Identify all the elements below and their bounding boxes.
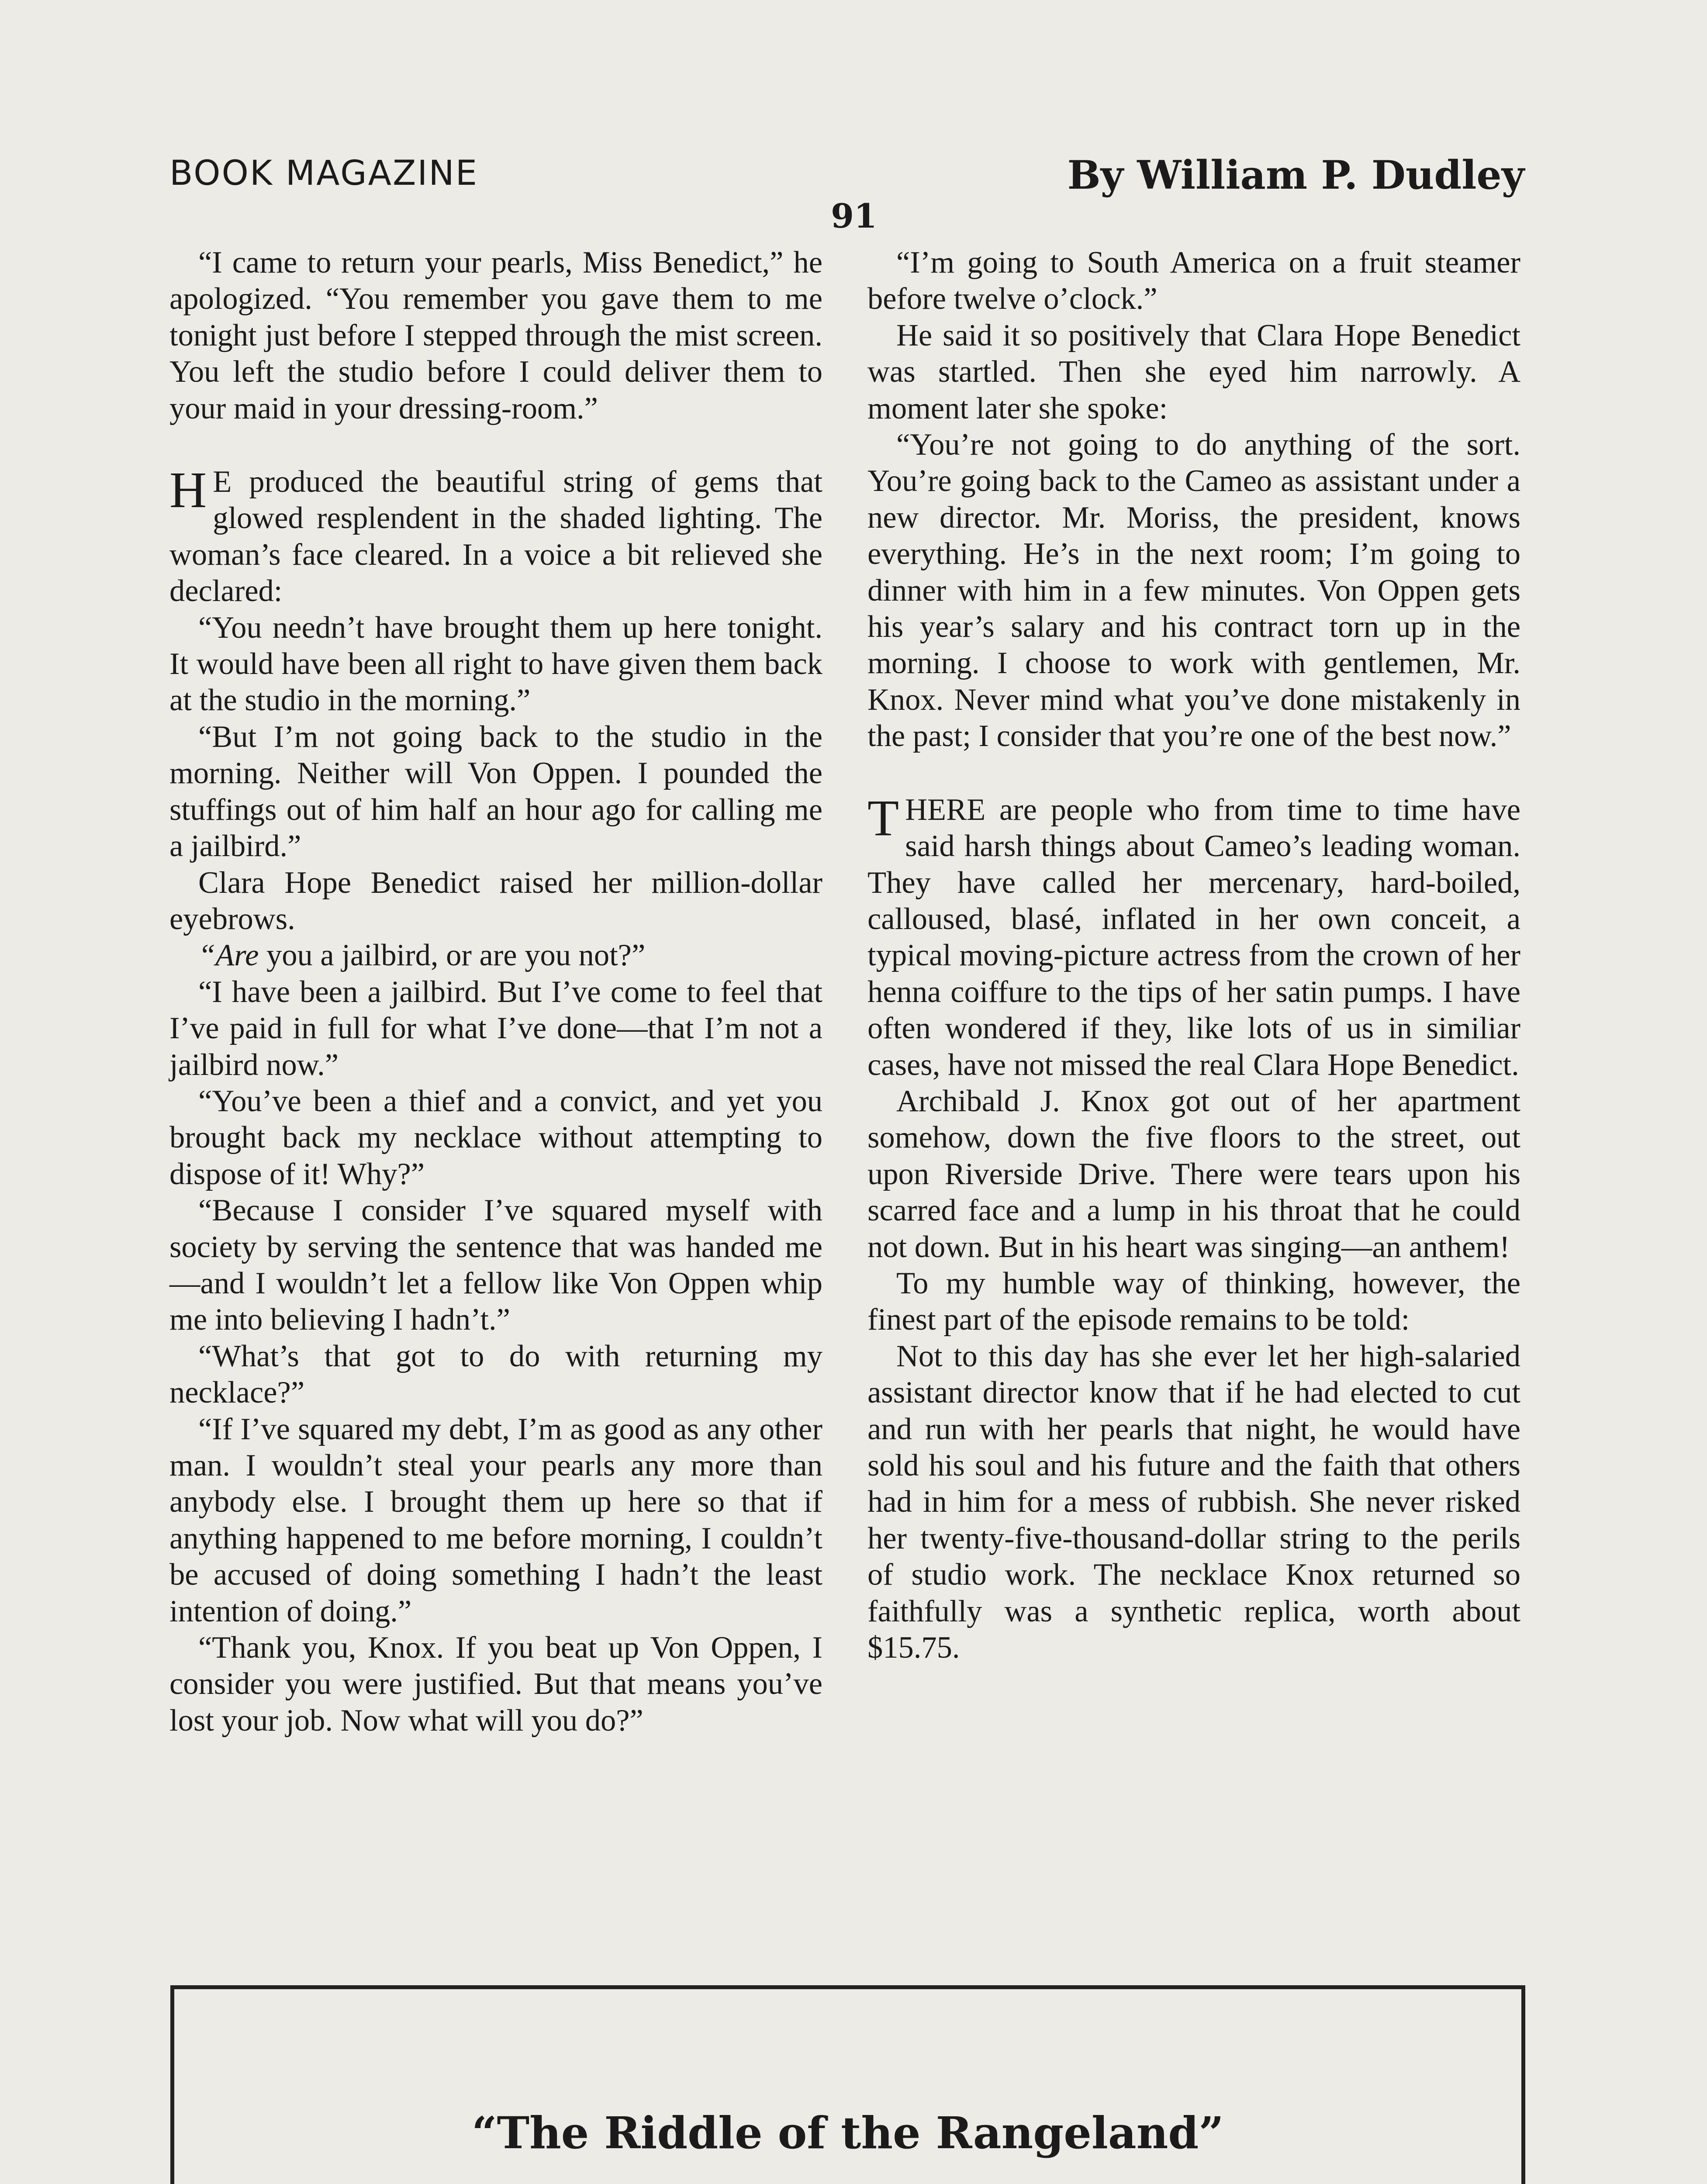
right-column bbox=[867, 245, 1520, 1666]
paragraph: “Because I consider I’ve squared myself with society by serving the sentence that was handed me—and I wouldn’t let a fellow like Von Oppen whip me into believing I hadn’t.” bbox=[169, 1193, 822, 1337]
drop-cap: T bbox=[867, 789, 899, 847]
paragraph: “But I’m not going back to the studio in the morning. Neither will Von Oppen. I pounded the stuffings out of him half an hour ago for calling me a jailbird.” bbox=[169, 719, 822, 864]
paragraph: “You’re not going to do anything of the sort. You’re going back to the Cameo as assistant under a new director. Mr. Moriss, the president, knows everything. He’s in the next room; I’m going to dinner with him in a few minutes. Von Oppen gets his year’s salary and his contract torn up in the morning. I choose to work with gentlemen, Mr. Knox. Never mind what you’ve done mistakenly in the past; I consider that you’re one of the best now.” bbox=[867, 428, 1520, 753]
left-column bbox=[169, 245, 822, 1739]
paragraph: Archibald J. Knox got out of her apartment somehow, down the five floors to the street, out upon Riverside Drive. There were tears upon his scarred face and a lump in his throat that he could not down. But in his heart was singing—an anthem! bbox=[867, 1084, 1520, 1264]
paragraph: Clara Hope Benedict raised her million-dollar eyebrows. bbox=[169, 865, 822, 936]
paragraph bbox=[169, 937, 822, 974]
paragraph-text: HERE are people who from time to time have said harsh things about Cameo’s leading woman. They have called her mercenary, hard-boiled, calloused, blasé, inflated in her own conceit, a typical moving-picture actress from the crown of her henna coiffure to the tips of her satin pumps. I have often wondered if they, like lots of us in similiar cases, have not missed the real Clara Hope Benedict. bbox=[867, 792, 1520, 1082]
paragraph-text: E produced the beautiful string of gems that glowed resplendent in the shaded lighting. The woman’s face cleared. In a voice a bit relieved she declared: bbox=[169, 465, 822, 608]
italic-word: “Are bbox=[198, 938, 259, 973]
paragraph-dropcap bbox=[867, 789, 1520, 1083]
paragraph: “If I’ve squared my debt, I’m as good as any other man. I wouldn’t steal your pearls any more than anybody else. I brought them up here so that if anything happened to me before morning, I couldn’t be accused of doing something I hadn’t the least intention of doing.” bbox=[169, 1412, 822, 1628]
section-gap bbox=[169, 427, 822, 464]
announcement-title: “The Riddle of the Rangeland” bbox=[472, 2107, 1224, 2159]
paragraph: “I’m going to South America on a fruit steamer before twelve o’clock.” bbox=[867, 245, 1520, 316]
paragraph: “You’ve been a thief and a convict, and yet you brought back my necklace without attempting to dispose of it! Why?” bbox=[169, 1084, 822, 1191]
paragraph: “I have been a jailbird. But I’ve come to feel that I’ve paid in full for what I’ve done—that I’m not a jailbird now.” bbox=[169, 975, 822, 1082]
paragraph: “What’s that got to do with returning my necklace?” bbox=[169, 1339, 822, 1410]
author-byline: By William P. Dudley bbox=[1067, 152, 1524, 198]
paragraph: Not to this day has she ever let her high-salaried assistant director know that if he had elected to cut and run with her pearls that night, he would have sold his soul and his future and the faith that others had in him for a mess of rubbish. She never risked her twenty-five-thousand-dollar string to the perils of studio work. The necklace Knox returned so faithfully was a synthetic replica, worth about $15.75. bbox=[867, 1339, 1520, 1665]
paragraph-dropcap bbox=[169, 461, 822, 610]
drop-cap: H bbox=[169, 461, 207, 519]
announcement-box bbox=[170, 1985, 1525, 2184]
page-number: 91 bbox=[831, 197, 877, 235]
paragraph: “You needn’t have brought them up here tonight. It would have been all right to have given them back at the studio in the morning.” bbox=[169, 610, 822, 718]
section-gap bbox=[867, 755, 1520, 792]
paragraph: “I came to return your pearls, Miss Benedict,” he apologized. “You remember you gave them to me tonight just before I stepped through the mist screen. You left the studio before I could deliver them to your maid in your dressing-room.” bbox=[169, 245, 822, 425]
paragraph: To my humble way of thinking, however, the finest part of the episode remains to be told: bbox=[867, 1266, 1520, 1337]
magazine-name: BOOK MAGAZINE bbox=[169, 154, 479, 193]
paragraph: He said it so positively that Clara Hope Benedict was startled. Then she eyed him narrowly. A moment later she spoke: bbox=[867, 318, 1520, 425]
paragraph: “Thank you, Knox. If you beat up Von Oppen, I consider you were justified. But that means you’ve lost your job. Now what will you do?” bbox=[169, 1631, 822, 1738]
paragraph-text: you a jailbird, or are you not?” bbox=[259, 938, 646, 973]
